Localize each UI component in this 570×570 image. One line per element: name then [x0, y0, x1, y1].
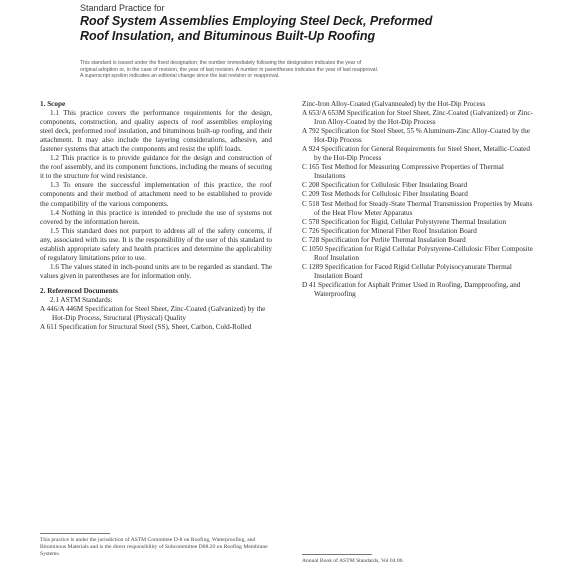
reference-item: D 41 Specification for Asphalt Primer Used in Roofing, Dampproofing, and Waterproofing [302, 280, 521, 298]
designation-notice-line: original adoption or, in the case of revision, the year of last revision. A number in parentheses indicates the year of last reapproval. [80, 66, 379, 73]
footnote-rule-left [40, 533, 110, 534]
reference-item: C 165 Test Method for Measuring Compressive Properties of Thermal Insulations [302, 163, 504, 181]
reference-item: C 209 Test Methods for Cellulosic Fiber Insulating Board [302, 190, 468, 199]
reference-item: C 726 Specification for Mineral Fiber Roof Insulation Board [302, 226, 477, 235]
paragraph-1-3: 1.3 To ensure the successful implementation of this practice, the roof components and their method of attachment need to be established to provide the compatibility of the various components. [40, 181, 272, 208]
footnote-left: This practice is under the jurisdiction of ASTM Committee D-8 on Roofing, Waterproofing, and Bituminous Materials and is the direct responsibility of Subcommittee D08.20 on Roofing Membrane Systems. [40, 537, 268, 557]
document-title-line-1: Roof System Assemblies Employing Steel Deck, Preformed [80, 14, 433, 28]
section-heading-scope: 1. Scope [40, 100, 66, 108]
designation-notice [80, 60, 510, 80]
footnote-right: Annual Book of ASTM Standards, Vol 04.06. [302, 558, 404, 564]
right-column [302, 100, 534, 299]
reference-item: C 1289 Specification for Faced Rigid Cellular Polyisocyanurate Thermal Insulation Board [302, 262, 512, 280]
paragraph-1-1: 1.1 This practice covers the performance requirements for the design, components, construction, and quality aspects of roof assemblies employing steel deck, preformed roof insulation, and bituminous built-up roofing, and their attachment. It may also include the layering considerations, adhesive, and fastener systems that attach the components and resist the uplift loads. [40, 109, 272, 154]
reference-item: A 611 Specification for Structural Steel (SS), Sheet, Carbon, Cold-Rolled [40, 323, 252, 332]
reference-item: A 446/A 446M Specification for Steel Sheet, Zinc-Coated (Galvanized) by the Hot-Dip Process, Structural (Physical) Quality [40, 305, 266, 323]
reference-item: C 518 Test Method for Steady-State Thermal Transmission Properties by Means of the Heat Flow Meter Apparatus [302, 199, 533, 217]
reference-item: C 208 Specification for Cellulosic Fiber Insulating Board [302, 181, 468, 190]
title-kicker: Standard Practice for [80, 3, 165, 13]
reference-item: A 924 Specification for General Requirements for Steel Sheet, Metallic-Coated by the Hot-Dip Process [302, 145, 530, 163]
footnote-rule-right [302, 554, 372, 555]
astm-standards-heading: 2.1 ASTM Standards: [50, 295, 113, 304]
paragraph-1-6: 1.6 The values stated in inch-pound units are to be regarded as standard. The values given in parentheses are for information only. [40, 262, 272, 280]
left-column [40, 100, 272, 332]
paragraph-1-5: 1.5 This standard does not purport to address all of the safety concerns, if any, associated with its use. It is the responsibility of the user of this standard to establish appropriate safety and health practices and determine the applicability of regulatory limitations prior to use. [40, 226, 272, 262]
paragraph-1-4: 1.4 Nothing in this practice is intended to preclude the use of systems not covered by the information herein. [40, 208, 272, 226]
designation-notice-line: A superscript epsilon indicates an editorial change since the last revision or reapproval. [80, 73, 280, 79]
designation-notice-line: This standard is issued under the fixed designation; the number immediately following the designation indicates the year of [80, 60, 362, 66]
reference-item: C 578 Specification for Rigid, Cellular Polystyrene Thermal Insulation [302, 217, 507, 226]
document-title-line-2: Roof Insulation, and Bituminous Built-Up Roofing [80, 29, 376, 43]
reference-continuation: Zinc-Iron Alloy-Coated (Galvannealed) by the Hot-Dip Process [302, 100, 486, 108]
section-heading-referenced-documents: 2. Referenced Documents [40, 286, 118, 295]
reference-item: C 1050 Specification for Rigid Cellular Polystyrene-Cellulosic Fiber Composite Roof Insulation [302, 244, 533, 262]
title-block [80, 2, 500, 44]
paragraph-1-2: 1.2 This practice is to provide guidance for the design and construction of the roof assembly, and its component functions, including the means of securing it to the structure for wind resistance. [40, 154, 272, 181]
reference-item: A 792 Specification for Steel Sheet, 55 % Aluminum-Zinc Alloy-Coated by the Hot-Dip Process [302, 127, 530, 145]
reference-item: C 728 Specification for Perlite Thermal Insulation Board [302, 235, 466, 244]
reference-item: A 653/A 653M Specification for Steel Sheet, Zinc-Coated (Galvanized) or Zinc-Iron Alloy-Coated by the Hot-Dip Process [302, 109, 533, 127]
